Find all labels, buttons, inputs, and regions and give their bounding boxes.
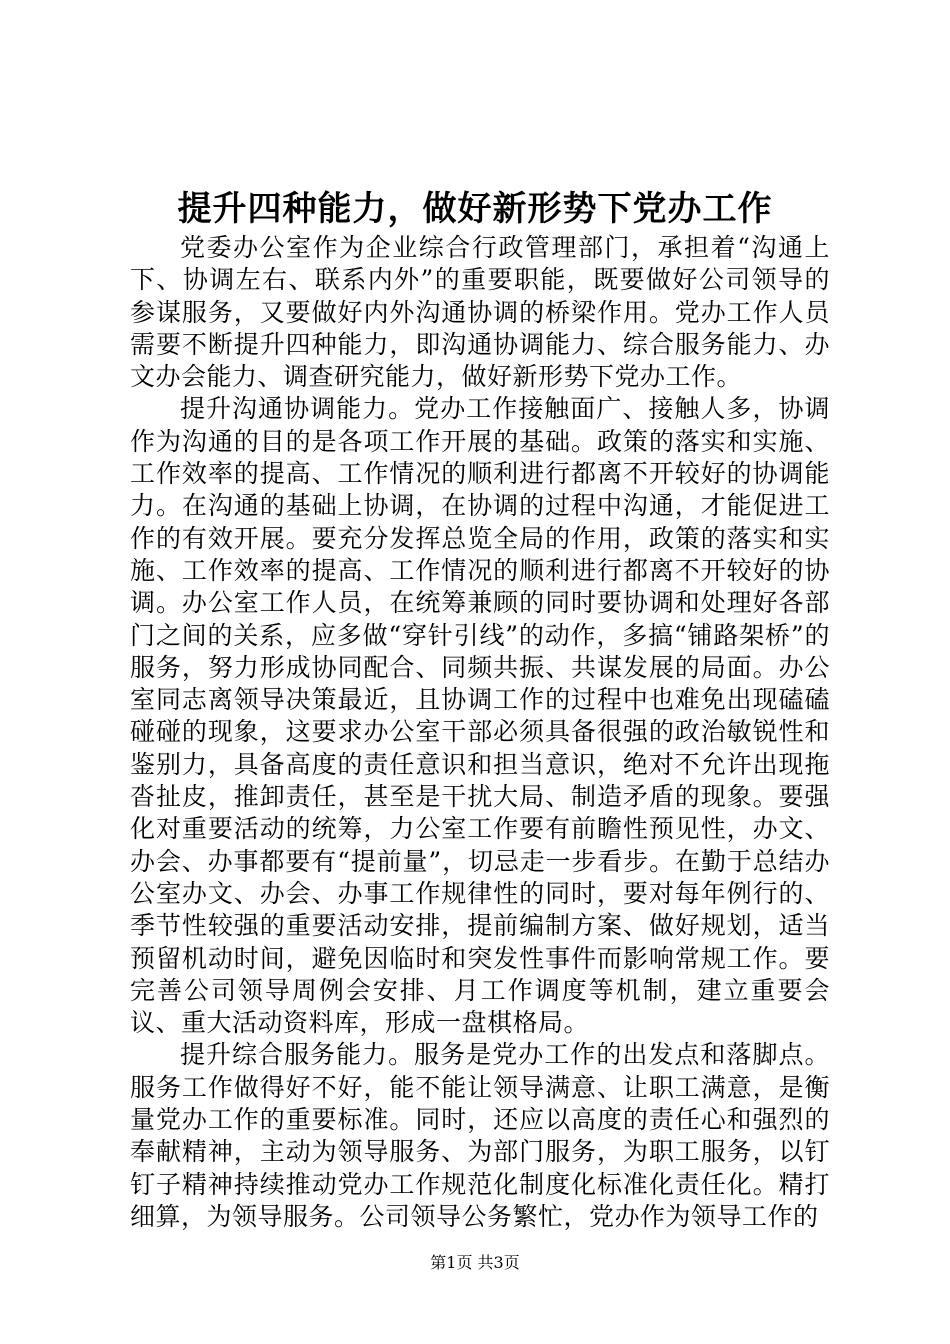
page-footer: 第1页 共3页 (430, 1253, 520, 1272)
paragraph-communication: 提升沟通协调能力。党办工作接触面广、接触人多，协调作为沟通的目的是各项工作开展的基础。政策的落实和实施、工作效率的提高、工作情况的顺利进行都离不开较好的协调能力。在沟通的基础上协调，在协调的过程中沟通，才能促进工作的有效开展。要充分发挥总览全局的作用，政策的落实和实施、工作效率的提高、工作情况的顺利进行都离不开较好的协调。办公室工作人员，在统筹兼顾的同时要协调和处理好各部门之间的关系，应多做“穿针引线”的动作，多搞“铺路架桥”的服务，努力形成协同配合、同频共振、共谋发展的局面。办公室同志离领导决策最近，且协调工作的过程中也难免出现磕磕碰碰的现象，这要求办公室干部必须具备很强的政治敏锐性和鉴别力，具备高度的责任意识和担当意识，绝对不允许出现拖沓扯皮，推卸责任，甚至是干扰大局、制造矛盾的现象。要强化对重要活动的统筹，力公室工作要有前瞻性预见性，办文、办会、办事都要有“提前量”，切忌走一步看步。在勤于总结办公室办文、办会、办事工作规律性的同时，要对每年例行的、季节性较强的重要活动安排，提前编制方案、做好规划，适当预留机动时间，避免因临时和突发性事件而影响常规工作。要完善公司领导周例会安排、月工作调度等机制，建立重要会议、重大活动资料库，形成一盘棋格局。 (130, 394, 830, 1038)
paragraph-intro: 党委办公室作为企业综合行政管理部门，承担着“沟通上下、协调左右、联系内外”的重要职能，既要做好公司领导的参谋服务，又要做好内外沟通协调的桥梁作用。党办工作人员需要不断提升四种能力，即沟通协调能力、综合服务能力、办文办会能力、调查研究能力，做好新形势下党办工作。 (130, 233, 830, 392)
paragraph-service: 提升综合服务能力。服务是党办工作的出发点和落脚点。服务工作做得好不好，能不能让领导满意、让职工满意，是衡量党办工作的重要标准。同时，还应以高度的责任心和强烈的奉献精神，主动为领导服务、为部门服务，为职工服务，以钉钉子精神持续推动党办工作规范化制度化标准化责任化。精打细算，为领导服务。公司领导公务繁忙，党办作为领导工作的 (130, 1040, 830, 1231)
document-title: 提升四种能力，做好新形势下党办工作 (177, 189, 773, 229)
document-body (130, 232, 830, 1233)
